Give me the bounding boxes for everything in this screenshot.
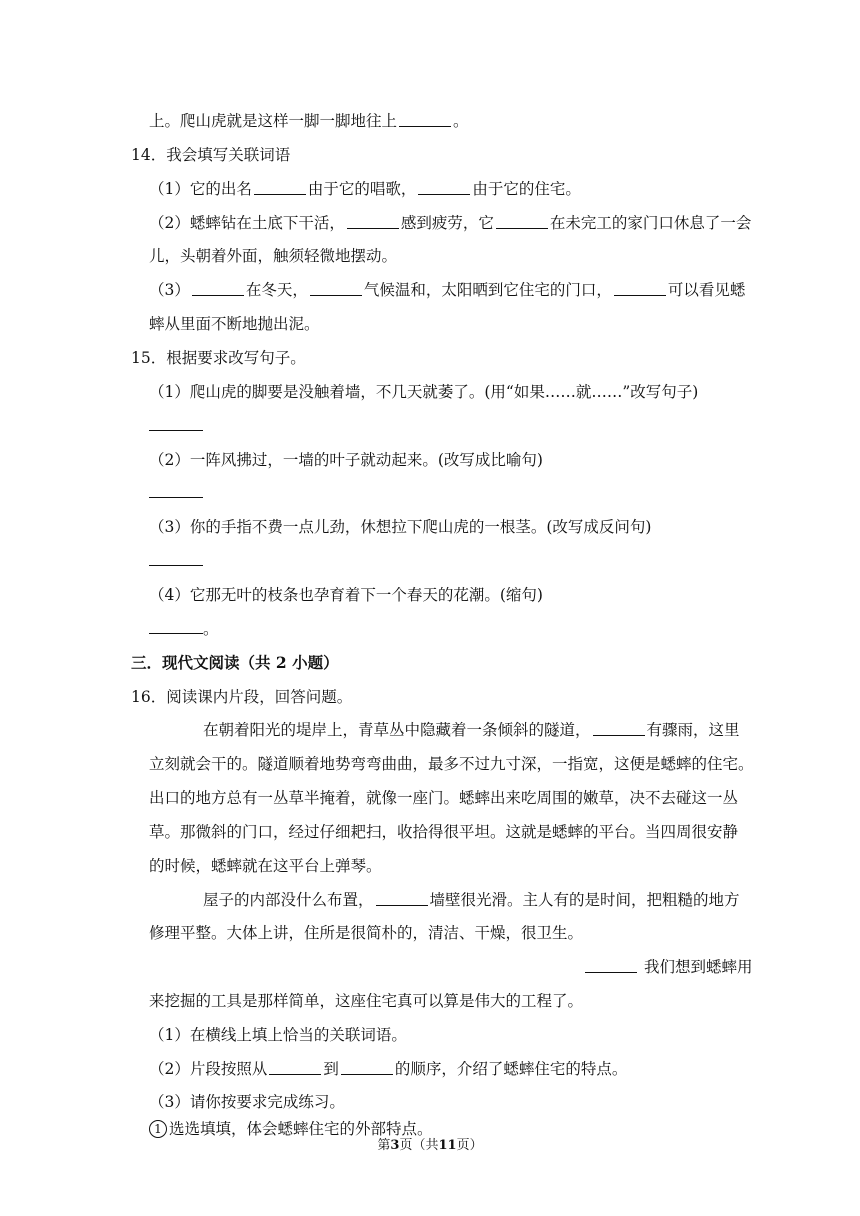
answer-blank[interactable]	[149, 415, 203, 431]
q16-sub2-a: （2）片段按照从	[149, 1060, 268, 1078]
page-footer	[0, 1137, 860, 1155]
answer-blank[interactable]	[376, 890, 428, 906]
q14-s3-b: 在冬天，	[245, 281, 308, 299]
q13-tail-end: 。	[453, 112, 469, 130]
q16-title: 16．阅读课内片段，回答问题。	[131, 688, 353, 706]
q14-s1	[149, 178, 581, 200]
circled-number: 1	[149, 1120, 167, 1138]
footer-page-number: 3	[390, 1138, 400, 1153]
answer-blank[interactable]	[399, 111, 451, 127]
q15-s4: （4）它那无叶的枝条也孕育着下一个春天的花潮。(缩句)	[149, 586, 543, 604]
q14-s2-a: （2）蟋蟀钻在土底下干活，	[149, 214, 345, 232]
q16-p2-l1b: 墙壁很光滑。主人有的是时间，把粗糙的地方	[429, 891, 740, 909]
footer-b: 页（共	[399, 1138, 439, 1153]
answer-blank[interactable]	[496, 213, 548, 229]
q14-s1-c: 由于它的住宅。	[472, 180, 581, 198]
q15-s4-answer	[149, 618, 219, 640]
q16-sub2	[149, 1058, 627, 1080]
q16-p2-l1a: 屋子的内部没什么布置，	[203, 891, 374, 909]
q14-s3-c: 气候温和，太阳晒到它住宅的门口，	[363, 281, 612, 299]
answer-blank[interactable]	[149, 550, 203, 566]
q14-s3-line1	[149, 279, 745, 301]
q15-s1: （1）爬山虎的脚要是没触着墙，不几天就萎了。(用“如果……就……”改写句子)	[149, 383, 699, 401]
q16-p1-l3: 出口的地方总有一丛草半掩着，就像一座门。蟋蟀出来吃周围的嫩草，决不去碰这一丛	[149, 789, 739, 807]
q15-s4-end: 。	[203, 620, 219, 638]
answer-blank[interactable]	[347, 213, 399, 229]
q15-title: 15．根据要求改写句子。	[131, 349, 306, 367]
section-3-heading: 三．现代文阅读（共 2 小题）	[131, 653, 339, 672]
q16-p2-l4: 来挖掘的工具是那样简单，这座住宅真可以算是伟大的工程了。	[149, 992, 584, 1010]
footer-a: 第	[377, 1138, 391, 1153]
q15-s3-answer	[149, 550, 203, 572]
answer-blank[interactable]	[149, 618, 203, 634]
q15-s1-answer	[149, 415, 203, 437]
q14-s2-line1	[149, 212, 751, 234]
q15-s3: （3）你的手指不费一点儿劲，休想拉下爬山虎的一根茎。(改写成反问句)	[149, 518, 652, 536]
q16-sub2-c: 的顺序，介绍了蟋蟀住宅的特点。	[394, 1060, 628, 1078]
answer-blank[interactable]	[269, 1059, 321, 1075]
q16-p2-l3a: 我们想到蟋蟀用	[643, 958, 753, 976]
q14-s3-line2: 蟀从里面不断地抛出泥。	[149, 315, 320, 333]
q16-p1-l5: 的时候，蟋蟀就在这平台上弹琴。	[149, 857, 382, 875]
q16-p1-l2: 立刻就会干的。隧道顺着地势弯弯曲曲，最多不过九寸深，一指宽，这便是蟋蟀的住宅。	[149, 755, 754, 773]
answer-blank[interactable]	[585, 957, 637, 973]
q14-s3-a: （3）	[149, 281, 190, 299]
q16-p2-l3-visible	[583, 956, 752, 978]
q14-s3-d: 可以看见蟋	[667, 281, 746, 299]
q13-tail-text: 上。爬山虎就是这样一脚一脚地往上	[149, 112, 398, 130]
q16-sub3-1-text: 选选填填，体会蟋蟀住宅的外部特点。	[169, 1120, 433, 1138]
q14-title: 14．我会填写关联词语	[131, 146, 291, 164]
q16-p1-l1	[203, 719, 740, 741]
q13-tail-line	[149, 110, 469, 132]
answer-blank[interactable]	[418, 179, 470, 195]
q16-p1-l1b: 有骤雨，这里	[646, 721, 740, 739]
answer-blank[interactable]	[254, 179, 306, 195]
q16-p2-l3	[149, 956, 583, 978]
q15-s2-answer	[149, 482, 203, 504]
q16-sub2-b: 到	[323, 1060, 339, 1078]
answer-blank[interactable]	[341, 1059, 393, 1075]
answer-blank[interactable]	[593, 720, 645, 736]
q16-p1-l1a: 在朝着阳光的堤岸上，青草丛中隐藏着一条倾斜的隧道，	[203, 721, 591, 739]
q16-p2-l2: 修理平整。大体上讲，住所是很简朴的，清洁、干燥，很卫生。	[149, 924, 584, 942]
q16-sub1: （1）在横线上填上恰当的关联词语。	[149, 1026, 407, 1044]
answer-blank[interactable]	[149, 482, 203, 498]
footer-c: 页）	[456, 1138, 483, 1153]
q14-s2-c: 在未完工的家门口休息了一会	[549, 214, 752, 232]
q14-s2-b: 感到疲劳，它	[400, 214, 494, 232]
answer-blank[interactable]	[310, 280, 362, 296]
q14-s1-a: （1）它的出名	[149, 180, 252, 198]
q16-sub3: （3）请你按要求完成练习。	[149, 1093, 345, 1111]
answer-blank[interactable]	[192, 280, 244, 296]
answer-blank[interactable]	[614, 280, 666, 296]
q16-p1-l4: 草。那微斜的门口，经过仔细耙扫，收拾得很平坦。这就是蟋蟀的平台。当四周很安静	[149, 823, 739, 841]
q15-s2: （2）一阵风拂过，一墙的叶子就动起来。(改写成比喻句)	[149, 451, 543, 469]
footer-total-pages: 11	[438, 1138, 457, 1153]
q14-s2-line2: 儿，头朝着外面，触须轻微地摆动。	[149, 247, 398, 265]
q16-p2-l1	[203, 889, 740, 911]
q14-s1-b: 由于它的唱歌，	[307, 180, 417, 198]
